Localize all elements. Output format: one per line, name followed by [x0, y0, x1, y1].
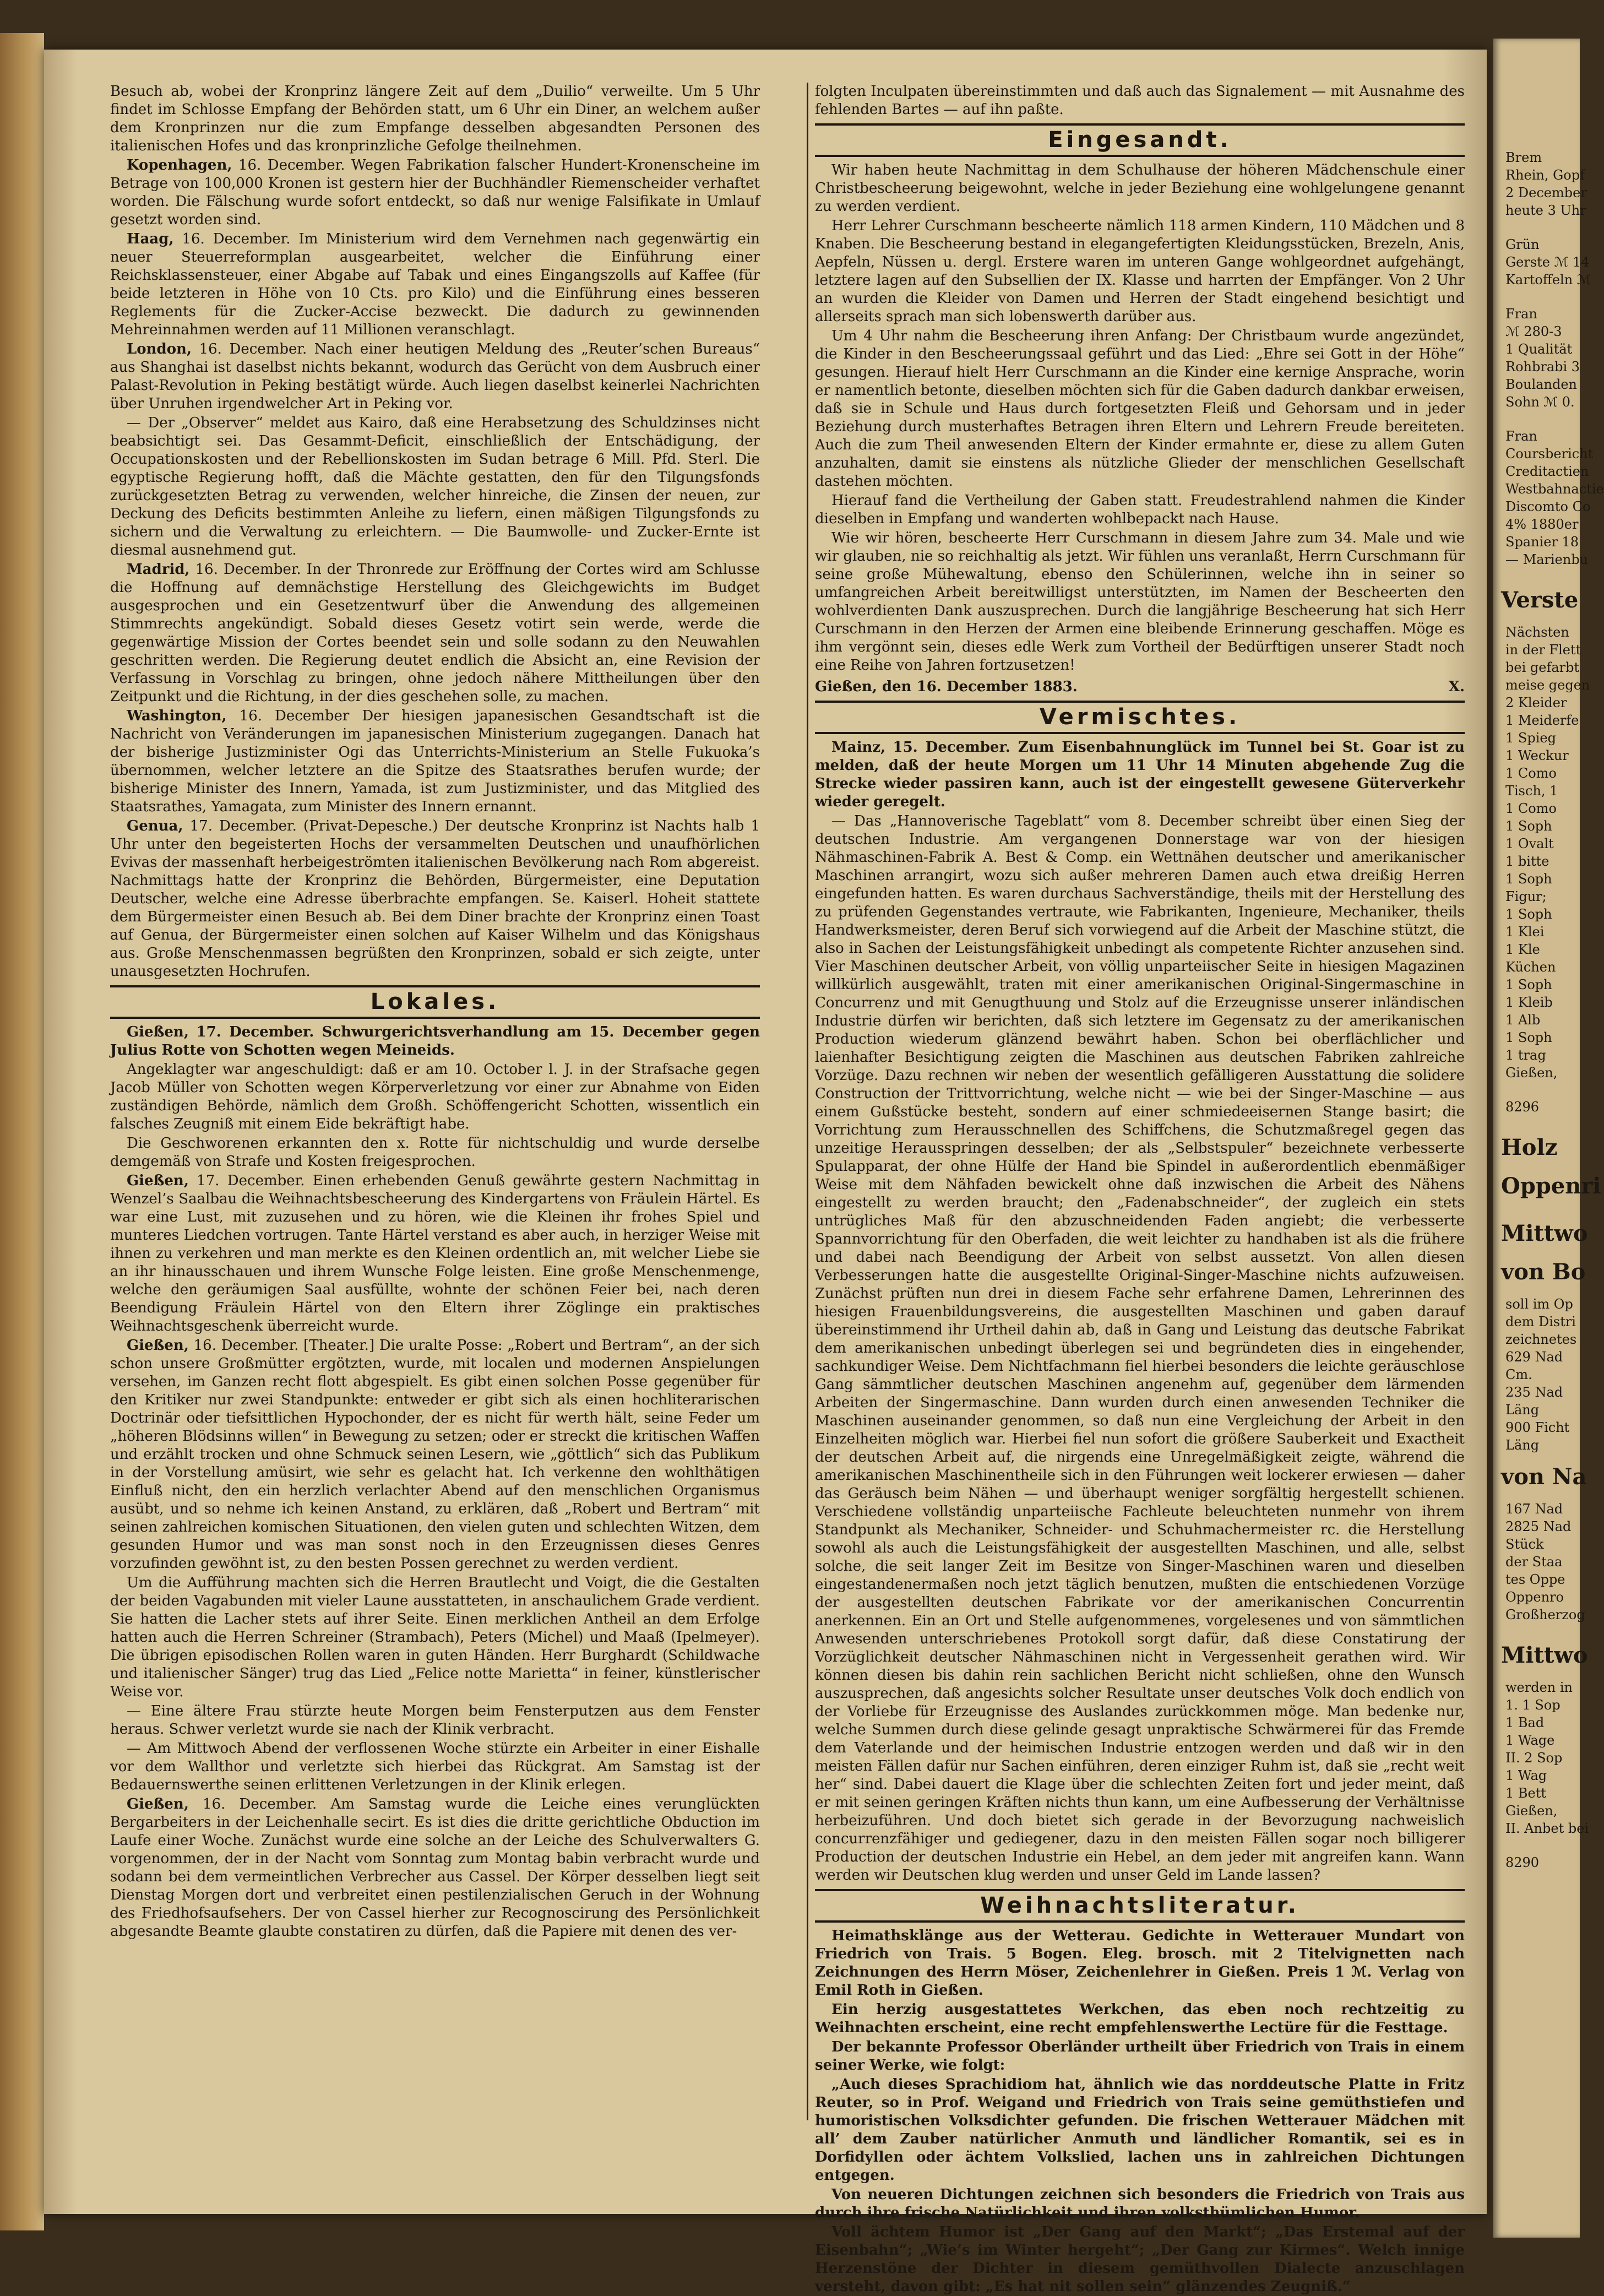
adjacent-page-fragment: zeichnetes: [1505, 1332, 1577, 1347]
adjacent-page-fragment: 1 bitte: [1505, 854, 1549, 869]
adjacent-page-fragment: 1 Como: [1505, 801, 1557, 816]
article-washington: [110, 707, 760, 816]
adjacent-page-fragment: II. Anbet bei: [1505, 1821, 1589, 1836]
article-paragraph: Besuch ab, wobei der Kronprinz längere Zeit auf dem „Duilio“ verweilte. Um 5 Uhr findet im Schlosse Empfang der Behörden statt, um 6 Uhr ein Diner, an welchem außer dem Kronprinzen nur die zum Empfange desselben abgesandten Personen des italienischen Hofes und das kronprinzliche Gefolge theilnehmen.: [110, 83, 760, 154]
adjacent-page-fragment: 900 Ficht: [1505, 1420, 1570, 1435]
adjacent-page-edge: [1493, 39, 1604, 2238]
article-text: 16. December. [Theater.] Die uralte Posse: „Robert und Bertram“, an der sich schon unsere Großmütter ergötzten, wurde, mit localen und modernen Anspielungen versehen, im Ganzen recht flott abgespielt. Es gibt einen solchen Posse gegenüber für den Kritiker nur zwei Standpunkte: entweder er gibt sich als einen hochliterarischen Doctrinär oder tiefsittlichen Hypochonder, der es nicht für werth hält, seine Feder um „höheren Blödsinns willen“ in Bewegung zu setzen; oder er streckt die kritischen Waffen und erzählt trocken und ohne Schmuck seinen Lesern, wie „göttlich“ sich das Publikum in der Vorstellung amüsirt, wie sehr es gelacht hat. Ich verkenne den wohlthätigen Einfluß nicht, den ein herzlich verlachter Abend auf den menschlichen Organismus ausübt, und so nehme ich keinen Anstand, zu erklären, daß „Robert und Bertram“ mit seinen zahlreichen komischen Situationen, den vielen guten und schlechten Witzen, dem gesunden Humor und was man sonst noch in den Erzeugnissen dieses Genres vorzufinden gewöhnt ist, zu den besten Possen gerechnet zu werden verdient.: [110, 1337, 760, 1572]
adjacent-page-fragment: Rohbrabi 3: [1505, 359, 1580, 374]
adjacent-page-fragment: 1 Bad: [1505, 1715, 1545, 1730]
adjacent-page-fragment: 1 Qualität: [1505, 341, 1573, 357]
adjacent-page-fragment: ℳ 280-3: [1505, 324, 1562, 339]
article-continuation: folgten Inculpaten übereinstimmten und daß auch das Signalement — mit Ausnahme des fehlenden Bartes — auf ihn paßte.: [815, 83, 1465, 118]
signature-letter: X.: [1448, 679, 1465, 695]
signature-place-date: Gießen, den 16. December 1883.: [815, 679, 1078, 695]
article-text: 17. December. Einen erhebenden Genuß gewährte gestern Nachmittag in Wenzel’s Saalbau die Weihnachtsbescheerung des Kindergartens von Fräulein Härtel. Es war eine Lust, mit zuzusehen und zu hören, wie die Kleinen ihr frohes Spiel und munteres Liedchen vortrugen. Tante Härtel verstand es aber auch, in herziger Weise mit ihnen zu verkehren und man merkte es den Kleinen ordentlich an, mit welcher Liebe sie an ihr hinausschauen und ihrem Wunsche Folge leisten. Eine große Menschenmenge, welche den geräumigen Saal ausfüllte, wohnte der schönen Feier bei, nach deren Beendigung Fräulein Härtel von den Eltern ihrer Zöglinge ein praktisches Weihnachtsgeschenk überreicht wurde.: [110, 1173, 760, 1334]
adjacent-page-fragment: Gerste ℳ 14: [1505, 254, 1590, 270]
adjacent-page-fragment: Coursbericht: [1505, 446, 1594, 462]
adjacent-page-fragment: Oppenri: [1501, 1173, 1601, 1199]
article-paragraph: Voll ächtem Humor ist „Der Gang auf den Markt“; „Das Erstemal auf der Eisenbahn“; „Wie’s im Winter hergeht“; „Der Gang zur Kirmes“. Welch innige Herzenstöne der Dichter in diesem gemüthvollen Dialecte anzuschlagen versteht, davon gibt: „Es hat nit sollen sein“ glänzendes Zeugniß.“: [815, 2224, 1465, 2295]
adjacent-page-fragment: 8290: [1505, 1855, 1540, 1870]
adjacent-page-fragment: meise gegen: [1505, 677, 1590, 693]
adjacent-page-fragment: Cm.: [1505, 1367, 1532, 1382]
article-paragraph: Wir haben heute Nachmittag in dem Schulhause der höheren Mädchenschule einer Christbescheerung beigewohnt, welche in jeder Beziehung eine wohlgelungene genannt zu werden verdient.: [815, 162, 1465, 215]
article-lead: 17. December. Schwurgerichtsverhandlung am 15. December gegen Julius Rotte von Schotten wegen Meineids.: [110, 1024, 760, 1059]
adjacent-page-fragment: Creditactien: [1505, 464, 1589, 479]
adjacent-page-fragment: Spanier 18: [1505, 534, 1579, 550]
dateline-place: Mainz,: [831, 739, 886, 756]
adjacent-page-fragment: 1 Bett: [1505, 1785, 1547, 1801]
adjacent-page-fragment: — Marienbu: [1505, 552, 1589, 567]
dateline-place: Washington,: [127, 708, 227, 724]
adjacent-page-fragment: Gießen,: [1505, 1065, 1558, 1081]
adjacent-page-fragment: 1 Ovalt: [1505, 836, 1554, 851]
dateline-place: Gießen,: [127, 1337, 189, 1354]
article-sewing-machines: — Das „Hannoverische Tageblatt“ vom 8. December schreibt über einen Sieg der deutschen Industrie. Am vergangenen Donnerstage war von der hiesigen Nähmaschinen-Fabrik A. Best & Comp. ein Wettnähen deutscher und amerikanischer Maschinen arrangirt, wozu sich außer mehreren Damen auch etwa dreißig Herren eingefunden hatten. Es waren durchaus Sachverständige, theils mit der Herstellung des zu prüfenden Gegenstandes vertraute, wie Fabrikanten, Ingenieure, Mechaniker, theils Handwerksmeister, deren Beruf sich vorwiegend auf die Arbeit der Maschine stützt, die also in Sachen der Leistungsfähigkeit unbedingt als competente Richter anzusehen sind. Vier Maschinen deutscher Arbeit, von völlig unparteiischer Seite in hiesigen Magazinen willkürlich ausgewählt, traten mit einer amerikanischen Original-Singermaschine in Concurrenz und mit Genugthuung und Stolz auf die Erzeugnisse unserer inländischen Industrie dürfen wir berichten, daß sich letztere im Gegensatz zu der amerikanischen Production wiederum glänzend bewährt haben. Schon bei oberflächlicher und laienhafter Besichtigung zeigten die Maschinen aus deutschen Fabriken zahlreiche Vorzüge. Dazu rechnen wir neben der wesentlich gefälligeren Ausstattung die solidere Construction der Trittvorrichtung, welche nicht — wie bei der Singer-Maschine — aus einem Gußstücke besteht, sondern auf einer schmiedeeisernen Stange basirt; die Vorrichtung zum Herausschnellen des Schiffchens, die Schutzmaßregel gegen das unzeitige Herausspringen desselben; der als „Selbstspuler“ bezeichnete verbesserte Spulapparat, der ohne Hülfe der Hand bie Spindel in außerordentlich ebenmäßiger Weise mit dem Nähfaden bewickelt ohne daß inzwischen die Arbeit des Nähens eingestellt zu werden braucht; den „Fadenabschneider“, der zugleich ein stets untrügliches Maß für den abzuschneidenden Faden angiebt; die verbesserte Spannvorrichtung für den Oberfaden, die weit leichter zu handhaben ist als die frühere und dabei nach Beendigung der Arbeit von selbst aussetzt. Von allen diesen Verbesserungen hatte die ausgestellte Original-Singer-Maschine nichts aufzuweisen. Zunächst prüften nun drei in diesem Fache sehr erfahrene Damen, Lehrerinnen des hiesigen Frauenbildungsvereins, die ausgestellten Maschinen und gaben darauf übereinstimmend ihr Urtheil dahin ab, daß in Gang und Leistung das deutsche Fabrikat dem amerikanischen unbedingt überlegen sei und begründeten dies in eingehender, sachkundiger Weise. Dem Nichtfachmann fiel hierbei besonders die leichte geräuschlose Gang sämmtlicher deutschen Maschinen angenehm auf, gegenüber dem lärmenden Arbeiten der Singermaschine. Dann wurden durch einen anwesenden Techniker die Maschinen auseinander genommen, so daß nun eine Vergleichung der Arbeit in den Einzelheiten möglich war. Hierbei fiel nun sofort die größere Sauberkeit und Exactheit der deutschen Arbeit auf, die nirgends eine Unregelmäßigkeit zeigte, während die amerikanischen Maschinentheile sich in den Führungen weit lockerer erwiesen — daher das Geräusch beim Nähen — und überhaupt weniger sorgfältig hergestellt schienen. Verschiedene vollständig unparteiische Fachleute beleuchteten nunmehr von ihrem Standpunkt als Mechaniker, Schneider- und Schuhmachermeister rc. die Herstellung sowohl als auch die Leistungsfähigkeit der ausgestellten Maschinen, und alle, selbst solche, die seit langer Zeit im Besitze von Singer-Maschinen waren und dieselben eingestandenermaßen noch jetzt täglich benutzen, mußten die entschiedenen Vorzüge der ausgestellten deutschen Fabrikate vor der amerikanischen Concurrentin anerkennen. Ein an Ort und Stelle aufgenommenes, vorgelesenes und von sämmtlichen Anwesenden unterschriebenes Protokoll sorgt dafür, daß diese Constatirung der Vorzüglichkeit deutscher Nähmaschinen nicht in Vergessenheit gerathen wird. Wir können diesen bis dahin rein sachlichen Bericht nicht schließen, ohne den Wunsch auszusprechen, daß angesichts solcher Resultate unser deutsches Volk doch endlich von der Vorliebe für Erzeugnisse des Auslandes zurückkommen möge. Man bedenke nur, welche Summen durch diese gelinde gesagt unpraktische Schwärmerei für das Fremde dem Vaterlande und der heimischen Industrie entzogen werden und daß wir in den meisten Fällen dafür nur Sachen einführen, deren einziger Ruhm ist, daß sie „recht weit her“ sind. Dabei dauert die Klage über die schlechten Zeiten fort und jeder meint, daß er mit seinen geringen Kräften nichts thun kann, um eine Aufbesserung der Verhältnisse herbeizuführen. Und doch bietet sich gerade in der Bevorzugung nachweislich concurrenzfähiger und gediegener, dazu in den meisten Fällen sogar noch billigerer Production der deutschen Industrie ein Hebel, an dem jeder mit angreifen kann. Wann werden wir Deutschen klug werden und unser Geld im Lande lassen?: [815, 813, 1465, 1884]
adjacent-page-fragment: in der Flett: [1505, 642, 1581, 658]
adjacent-page-fragment: Läng: [1505, 1437, 1540, 1453]
article-mainz: [815, 739, 1465, 811]
dateline-place: London,: [127, 341, 192, 357]
adjacent-page-fragment: Stück: [1505, 1537, 1544, 1552]
section-heading-vermischtes: Vermischtes.: [815, 701, 1465, 734]
adjacent-page-fragment: Holz: [1501, 1135, 1558, 1160]
adjacent-page-fragment: von Bo: [1501, 1259, 1586, 1285]
adjacent-page-fragment: Brem: [1505, 150, 1542, 165]
adjacent-page-fragment: von Na: [1501, 1464, 1587, 1490]
adjacent-page-fragment: bei gefarbt: [1505, 660, 1580, 675]
article-giessen-obduction: [110, 1795, 760, 1941]
article-text: 16. December. In der Thronrede zur Eröffnung der Cortes wird am Schlusse die Hoffnung auf demnächstige Herstellung des Gleichgewichts im Budget ausgesprochen und ein Gesetzentwurf über die Anwendung des allgemeinen Stimmrechts angekündigt. Sobald dieses Gesetz votirt sein werde, werde die gegenwärtige Mission der Cortes beendet sein und solle sodann zu den Neuwahlen geschritten werden. Die Regierung deutet endlich die Absicht an, eine Revision der Verfassung in Vorschlag zu bringen, ohne jedoch nähere Mittheilungen über den Zeitpunkt und die Richtung, in der dies geschehen solle, zu machen.: [110, 561, 760, 705]
adjacent-page-fragment: 1 Wag: [1505, 1768, 1547, 1783]
article-paragraph: Hierauf fand die Vertheilung der Gaben statt. Freudestrahlend nahmen die Kinder dieselben in Empfang und wanderten wohlbepackt nach Hause.: [815, 492, 1465, 527]
adjacent-page-fragment: 1 Soph: [1505, 818, 1552, 834]
adjacent-page-fragment: 1 Alb: [1505, 1012, 1541, 1028]
article-paragraph: Ein herzig ausgestattetes Werkchen, das eben noch rechtzeitig zu Weihnachten erscheint, eine recht empfehlenswerthe Lectüre für die Festtage.: [815, 2001, 1465, 2036]
right-column: [815, 83, 1465, 2295]
article-paragraph: Angeklagter war angeschuldigt: daß er am 10. October l. J. in der Strafsache gegen Jacob Müller von Schotten wegen Körperverletzung vor einer zur Abnahme von Eiden zuständigen Behörde, nämlich dem Großh. Schöffengericht Schotten, wissentlich ein falsches Zeugniß mit einem Eide bekräftigt habe.: [110, 1061, 760, 1132]
adjacent-page-fragments: [1493, 39, 1604, 1871]
adjacent-page-fragment: 1 Weckur: [1505, 748, 1569, 763]
adjacent-page-fragment: Grün: [1505, 237, 1540, 252]
article-haag: [110, 230, 760, 339]
dateline-place: Haag,: [127, 231, 174, 247]
article-text: 16. December Der hiesigen japanesischen Gesandtschaft ist die Nachricht von Veränderungen im japanesischen Ministerium zugegangen. Danach hat der bisherige Justizminister Ogi das Unterrichts-Ministerium an Stelle Fukuoka’s übernommen, welcher letztere an die Spitze des Staatsrathes berufen wurde; der bisherige Minister des Innern, Yamada, ist zum Justizminister, und das Mitglied des Staatsrathes, Yamagata, zum Minister des Innern ernannt.: [110, 708, 760, 815]
adjacent-page-fragment: 1 Klei: [1505, 924, 1545, 940]
adjacent-page-fragment: Boulanden: [1505, 377, 1578, 392]
adjacent-page-fragment: Westbahnactie: [1505, 481, 1604, 497]
adjacent-page-fragment: 167 Nad: [1505, 1501, 1563, 1517]
adjacent-page-fragment: 2 December: [1505, 185, 1587, 200]
adjacent-page-fragment: 1 Wage: [1505, 1733, 1555, 1748]
adjacent-page-fragment: Fran: [1505, 428, 1537, 444]
adjacent-page-fragment: Tisch, 1: [1505, 783, 1558, 799]
adjacent-page-fragment: 1 Meiderfe: [1505, 713, 1579, 728]
dateline-place: Kopenhagen,: [127, 157, 232, 173]
adjacent-page-fragment: 1 Soph: [1505, 871, 1552, 887]
adjacent-page-fragment: Verste: [1501, 587, 1579, 613]
article-paragraph: Herr Lehrer Curschmann bescheerte nämlich 118 armen Kindern, 110 Mädchen und 8 Knaben. Die Bescheerung bestand in elegangefertigten Kleidungsstücken, Brezeln, Anis, Aepfeln, Nüssen u. dergl. Erstere waren im unteren Gange wohlgeordnet aufgehängt, letztere lagen auf den Subsellien der IX. Klasse und harrten der Empfänger. Von 2 Uhr an wurden die Kleider von Damen und Herren der Stadt eingehend besichtigt und allerseits sprach man sich lobenswerth darüber aus.: [815, 218, 1465, 325]
adjacent-page-fragment: II. 2 Sop: [1505, 1750, 1563, 1766]
article-text: 16. December. Am Samstag wurde die Leiche eines verunglückten Bergarbeiters in der Leichenhalle secirt. Es ist dies die dritte gerichtliche Obduction im Laufe einer Woche. Zunächst wurde eine solche an der Leiche des Schulverwalters G. vorgenommen, der in der Nacht vom Sonntag zum Montag babin verbracht wurde und sodann bei dem vermeintlichen Verbrecher aus Cassel. Der Körper desselben liegt seit Dienstag Morgen dort und verbreitet einen pestilenzialischen Geruch in der Wohnung des Friedhofsaufsehers. Der von Cassel hierher zur Recognoscirung des Persönlichkeit abgesandte Beamte glaubte constatiren zu dürfen, daß die Papiere mit denen des ver-: [110, 1796, 760, 1940]
book-spine: [0, 33, 44, 2230]
adjacent-page-fragment: Nächsten: [1505, 625, 1569, 640]
dateline-place: Madrid,: [127, 561, 190, 578]
adjacent-page-fragment: 629 Nad: [1505, 1349, 1563, 1365]
adjacent-page-fragment: 1 Como: [1505, 766, 1557, 781]
article-madrid: [110, 561, 760, 706]
article-text: 16. December. Nach einer heutigen Meldung des „Reuter’schen Bureaus“ aus Shanghai ist daselbst nichts bekannt, wodurch das Gerücht von dem Ausbruch einer Palast-Revolution in Peking bestätigt würde. Auch liegen daselbst keinerlei Nachrichten über Unruhen irgendwelcher Art in Peking vor.: [110, 341, 760, 412]
article-paragraph: Von neueren Dichtungen zeichnen sich besonders die Friedrich von Trais aus durch ihre frische Natürlichkeit und ihren volksthümlichen Humor.: [815, 2186, 1465, 2221]
article-kopenhagen: [110, 156, 760, 229]
adjacent-page-fragment: 1 Kle: [1505, 942, 1540, 957]
article-paragraph: Wie wir hören, bescheerte Herr Curschmann in diesem Jahre zum 34. Male und wie wir glauben, nie so reichhaltig als jetzt. Wir fühlen uns veranlaßt, Herrn Curschmann für seine große Mühewaltung, ebenso den Schülerinnen, welche ihn in seiner so umfangreichen Arbeit bereitwilligst unterstützten, im Namen der Bescheerten den wohlverdienten Dank auszusprechen. Durch die langjährige Bescheerung hat sich Herr Curschmann in den Herzen der Armen eine bleibende Erinnerung geschaffen. Möge es ihm vergönnt sein, dieses edle Werk zum Vortheil der Bedürftigen unserer Stadt noch eine Reihe von Jahren fortzusetzen!: [815, 530, 1465, 674]
article-text: 17. December. (Privat-Depesche.) Der deutsche Kronprinz ist Nachts halb 1 Uhr unter den begeisterten Hochs der versammelten Deutschen und unaufhörlichen Evivas der massenhaft herbeigeströmten italienischen Bevölkerung nach Rom abgereist. Nachmittags hatte der Kronprinz die Behörden, Bürgermeister, eine Deputation Deutscher, welche eine Adresse überbrachte empfangen. Se. Kaiserl. Hoheit stattete dem Bürgermeister einen Besuch ab. Bei dem Diner brachte der Kronprinz einen Toast auf Genua, der Bürgermeister einen solchen auf Kaiser Wilhelm und das Königshaus aus. Große Menschenmassen begrüßten den Kronprinzen, sobald er sich zeigte, unter unausgesetzten Hochrufen.: [110, 818, 760, 980]
article-paragraph: Die Geschworenen erkannten den x. Rotte für nichtschuldig und wurde derselbe demgemäß von Strafe und Kosten freigesprochen.: [110, 1135, 760, 1170]
adjacent-page-fragment: Rhein, Gopf: [1505, 167, 1585, 183]
adjacent-page-fragment: Gießen,: [1505, 1803, 1558, 1819]
signature-line: [815, 678, 1465, 696]
section-heading-eingesandt: Eingesandt.: [815, 123, 1465, 157]
adjacent-page-fragment: Oppenro: [1505, 1589, 1564, 1605]
adjacent-page-fragment: heute 3 Uhr: [1505, 203, 1586, 218]
adjacent-page-fragment: dem Distri: [1505, 1314, 1576, 1329]
dateline-place: Gießen,: [127, 1796, 189, 1812]
adjacent-page-fragment: Großherzog: [1505, 1607, 1585, 1622]
section-heading-weihnachtsliteratur: Weihnachtsliteratur.: [815, 1889, 1465, 1923]
adjacent-page-fragment: 2 Kleider: [1505, 695, 1567, 710]
adjacent-page-fragment: 1 Spieg: [1505, 730, 1556, 746]
article-giessen-kindergarten: [110, 1172, 760, 1336]
adjacent-page-fragment: der Staa: [1505, 1554, 1563, 1570]
dateline-place: Gießen,: [127, 1173, 189, 1189]
adjacent-page-fragment: Fran: [1505, 306, 1537, 322]
article-accident-window: — Eine ältere Frau stürzte heute Morgen beim Fensterputzen aus dem Fenster heraus. Schwer verletzt wurde sie nach der Klinik verbracht.: [110, 1703, 760, 1738]
article-paragraph: Um die Aufführung machten sich die Herren Brautlecht und Voigt, die die Gestalten der beiden Vagabunden mit vieler Laune ausstatteten, in anschaulichem Grade verdient. Sie hatten die Lacher stets auf ihrer Seite. Einen merklichen Antheil an dem Erfolge hatten auch die Herren Schreiner (Strambach), Peters (Michel) und Maaß (Ipelmeyer). Die übrigen episodischen Rollen waren in guten Händen. Herr Burghardt (Schildwache und italienischer Sänger) trug das Lied „Felice notte Marietta“ in feiner, künstlerischer Weise vor.: [110, 1575, 760, 1700]
adjacent-page-fragment: 235 Nad: [1505, 1385, 1563, 1400]
article-paragraph: Um 4 Uhr nahm die Bescheerung ihren Anfang: Der Christbaum wurde angezündet, die Kinder in den Bescheerungssaal geführt und das Lied: „Ehre sei Gott in der Höhe“ gesungen. Hierauf hielt Herr Curschmann an die Kinder eine kernige Ansprache, worin er namentlich betonte, dieselben möchten sich für die Gaben dadurch dankbar erweisen, daß sie in Schule und Haus durch fortgesetzten Fleiß und Gehorsam und in jeder Beziehung durch musterhaftes Betragen ihren Eltern und Lehrern Freude bereiteten. Auch die zum Theil anwesenden Eltern der Kinder ermahnte er, diese zu allem Guten anzuhalten, damit sie einstens als nützliche Glieder der menschlichen Gesellschaft dastehen möchten.: [815, 328, 1465, 490]
article-london: [110, 340, 760, 413]
article-text: 16. December. Wegen Fabrikation falscher Hundert-Kronenscheine im Betrage von 100,000 Kronen ist gestern hier der Buchhändler Riemenscheider verhaftet worden. Die Fälschung wurde sofort entdeckt, so daß nur wenige Falsifikate in Umlauf gesetzt worden sind.: [110, 157, 760, 228]
adjacent-page-fragment: Figur;: [1505, 889, 1547, 904]
adjacent-page-fragment: Läng: [1505, 1402, 1540, 1418]
adjacent-page-fragment: soll im Op: [1505, 1296, 1573, 1312]
article-paragraph: „Auch dieses Sprachidiom hat, ähnlich wie das norddeutsche Platte in Fritz Reuter, so in Prof. Weigand und Friedrich von Trais seine gemüthstiefen und humoristischen Volksdichter gefunden. Die frischen Wetterauer Mädchen mit all’ dem Zauber natürlicher Anmuth und ländlicher Romantik, sei es in Dorfidyllen oder ächtem Volkslied, lachen uns in zahlreichen Dichtungen entgegen.: [815, 2076, 1465, 2184]
article-giessen-theater: [110, 1337, 760, 1573]
column-divider: [807, 83, 808, 2120]
adjacent-page-fragment: Küchen: [1505, 959, 1556, 975]
article-text: 16. December. Im Ministerium wird dem Vernehmen nach gegenwärtig ein neuer Steuerreformplan ausgearbeitet, welcher die Einführung einer Reichsklassensteuer, einer Abgabe auf Tabak und eines Eingangszolls auf Kaffee (für beide letzteren in Höhe von 10 Cts. pro Kilo) und die Einführung eines besseren Reglements für die Zucker-Accise bezweckt. Die dadurch zu gewinnenden Mehreinnahmen werden auf 11 Millionen veranschlagt.: [110, 231, 760, 338]
article-observer: — Der „Observer“ meldet aus Kairo, daß eine Herabsetzung des Schuldzinses nicht beabsichtigt sei. Das Gesammt-Deficit, einschließlich der Entschädigung, der Occupationskosten und der Rebellionskosten im Sudan betrage 6 Mill. Pfd. Sterl. Die egyptische Regierung hofft, daß die Mächte gestatten, den für den Tilgungsfonds zurückgesetzten Betrag zu verwenden, welcher hinreiche, die Zinsen der neuen, zur Deckung des Deficits bestimmten Anleihe zu liefern, einen mäßigen Tilgungsfonds zu sichern und die Verwaltung zu erleichtern. — Die Baumwolle- und Zucker-Ernte ist diesmal ausnehmend gut.: [110, 415, 760, 558]
adjacent-page-fragment: 2825 Nad: [1505, 1519, 1572, 1534]
adjacent-page-fragment: Sohn ℳ 0.: [1505, 394, 1575, 410]
book-notice-lead: Heimathsklänge aus der Wetterau. Gedichte in Wetterauer Mundart von Friedrich von Trais. 5 Bogen. Eleg. brosch. mit 2 Titelvignetten nach Zeichnungen des Herrn Möser, Zeichenlehrer in Gießen. Preis 1 ℳ. Verlag von Emil Roth in Gießen.: [815, 1928, 1465, 1999]
article-accident-worker: — Am Mittwoch Abend der verflossenen Woche stürzte ein Arbeiter in einer Eishalle vor dem Wallthor und verletzte sich hierbei das Rückgrat. Am Samstag ist der Bedauernswerthe seinen erlittenen Verletzungen in der Klinik erlegen.: [110, 1740, 760, 1793]
adjacent-page-fragment: Mittwo: [1501, 1220, 1588, 1246]
article-paragraph: Der bekannte Professor Oberländer urtheilt über Friedrich von Trais in einem seiner Werke, wie folgt:: [815, 2039, 1465, 2074]
adjacent-page-fragment: 4% 1880er: [1505, 517, 1579, 532]
adjacent-page-fragment: werden in: [1505, 1680, 1573, 1695]
article-text: 15. December. Zum Eisenbahnunglück im Tunnel bei St. Goar ist zu melden, daß der heute Morgen um 11 Uhr 14 Minuten abgehende Zug die Strecke wieder passiren kann, auch ist der eingestellt gewesene Güterverkehr wieder geregelt.: [815, 739, 1465, 810]
adjacent-page-fragment: Mittwo: [1501, 1642, 1588, 1668]
section-heading-lokales: Lokales.: [110, 985, 760, 1019]
adjacent-page-fragment: 1 Soph: [1505, 977, 1552, 992]
adjacent-page-fragment: 1 Soph: [1505, 907, 1552, 922]
dateline-place: Genua,: [127, 818, 183, 834]
dateline-place: Gießen,: [127, 1024, 189, 1040]
article-genua: [110, 817, 760, 981]
adjacent-page-fragment: 1 trag: [1505, 1047, 1546, 1063]
adjacent-page-fragment: 8296: [1505, 1099, 1540, 1115]
adjacent-page-fragment: 1. 1 Sop: [1505, 1697, 1560, 1713]
adjacent-page-fragment: tes Oppe: [1505, 1572, 1565, 1587]
left-column: [110, 83, 760, 2142]
adjacent-page-fragment: 1 Kleib: [1505, 995, 1553, 1010]
adjacent-page-fragment: 1 Soph: [1505, 1030, 1552, 1045]
article-giessen-court: [110, 1023, 760, 1060]
adjacent-page-fragment: Discomto Co: [1505, 499, 1591, 514]
adjacent-page-fragment: Kartoffeln ℳ: [1505, 272, 1591, 287]
